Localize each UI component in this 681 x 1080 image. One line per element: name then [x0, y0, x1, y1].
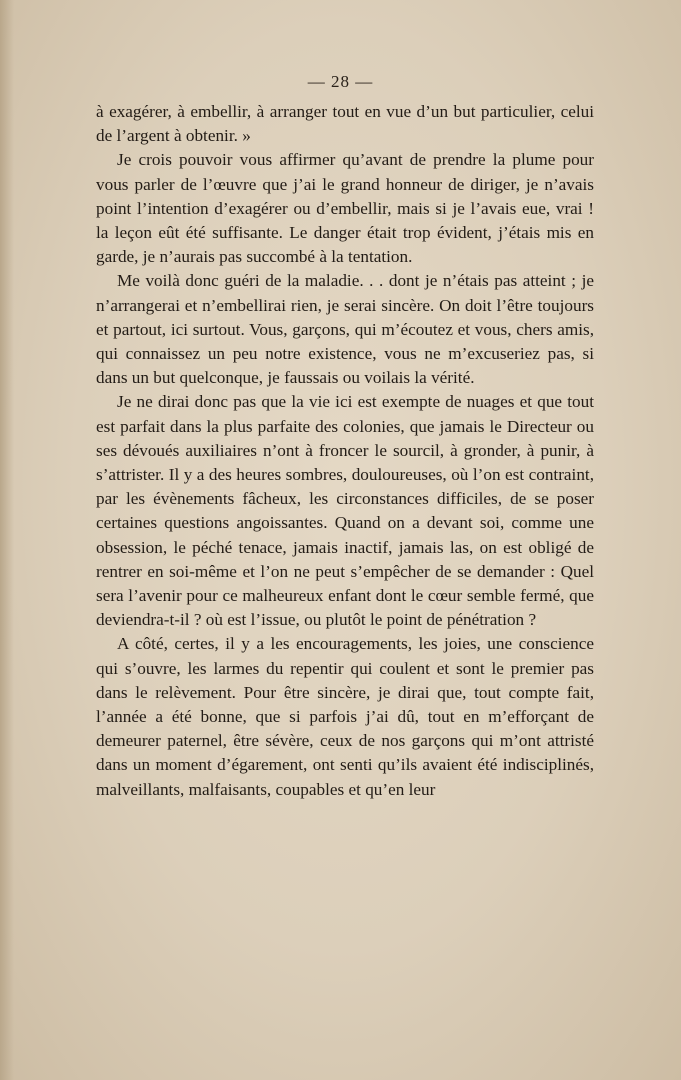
paragraph: Je crois pouvoir vous affirmer qu’avant de prendre la plume pour vous parler de l’œuvre que j’ai le grand honneur de diriger, je n’avais point l’intention d’exagérer ou d’embellir, mais si je l’avais eue, vrai ! la leçon eût été suffisante. Le danger était trop évident, j’étais mis en garde, je n’aurais pas succombé à la tentation.	[96, 150, 594, 267]
paragraph: Je ne dirai donc pas que la vie ici est exempte de nuages et que tout est parfait dans la plus parfaite des colonies, que jamais le Directeur ou ses dévoués auxiliaires n’ont à froncer le sourcil, à gronder, à punir, à s’attrister. Il y a des heures sombres, douloureuses, où l’on est contraint, par les évènements fâcheux, les circonstances difficiles, de se poser certaines questions angoissantes. Quand on a devant soi, comme une obsession, le péché tenace, jamais inactif, jamais las, on est obligé de rentrer en soi-même et l’on ne peut s’empêcher de se demander : Quel sera l’avenir pour ce malheureux enfant dont le cœur semble fermé, que deviendra-t-il ? où est l’issue, ou plutôt le point de pénétration ?	[96, 392, 594, 630]
paragraph: à exagérer, à embellir, à arranger tout en vue d’un but particulier, celui de l’argent à obtenir. »	[96, 102, 594, 146]
paragraph: A côté, certes, il y a les encouragements, les joies, une conscience qui s’ouvre, les larmes du repentir qui coulent et sont le premier pas dans le relèvement. Pour être sincère, je dirai que, tout compte fait, l’année a été bonne, que si parfois j’ai dû, tout en m’efforçant de demeurer paternel, être sévère, ceux de nos garçons qui m’ont attristé dans un moment d’égarement, ont senti qu’ils avaient été indisciplinés, malveillants, malfaisants, coupables et qu’en leur	[96, 634, 594, 799]
paragraph: Me voilà donc guéri de la maladie. . . dont je n’étais pas atteint ; je n’arrangerai et n’embellirai rien, je serai sincère. On doit l’être toujours et partout, ici surtout. Vous, garçons, qui m’écoutez et vous, chers amis, qui connaissez un peu notre existence, vous ne m’excuseriez pas, si dans un but quelconque, je faussais ou voilais la vérité.	[96, 271, 594, 388]
page-number: — 28 —	[307, 72, 374, 91]
page-gutter-shadow	[0, 0, 14, 1080]
body-text	[96, 100, 594, 802]
